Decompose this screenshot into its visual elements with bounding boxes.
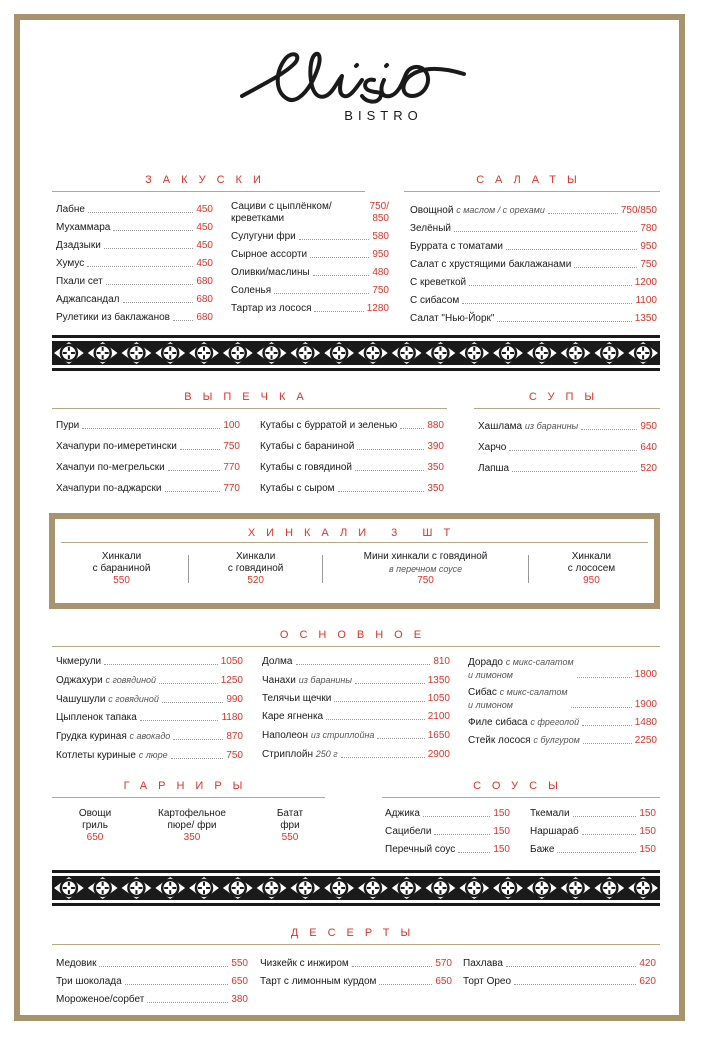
- item-name: Пури: [56, 420, 80, 431]
- item-price: 1050: [220, 656, 243, 667]
- khinkali-price: 550: [113, 575, 130, 586]
- menu-item: [530, 808, 656, 820]
- item-note: с говядиной: [105, 675, 157, 685]
- section-garniry: [52, 779, 325, 798]
- item-price: 1250: [220, 675, 243, 686]
- item-name-line2: креветками: [231, 213, 285, 224]
- osnovnoe-col1: [56, 656, 243, 768]
- menu-item: [260, 420, 444, 432]
- item-note: из стриплойна: [310, 730, 375, 740]
- item-price: 1350: [427, 675, 450, 686]
- item-name: Мухаммара: [56, 222, 111, 233]
- menu-item: [231, 303, 389, 315]
- vypechka-col2: [260, 420, 444, 504]
- menu-item: [530, 826, 656, 838]
- item-note: с микс-салатом: [499, 687, 568, 697]
- item-name: Долма: [262, 656, 293, 667]
- item-price: 680: [196, 294, 213, 305]
- item-name: Наршараб: [530, 826, 579, 837]
- menu-item: [410, 295, 657, 307]
- ornament-border-top: [52, 335, 660, 371]
- item-price: 770: [223, 462, 240, 473]
- menu-item: [56, 693, 243, 706]
- item-price: 750: [372, 285, 389, 296]
- item-note: с фреголой: [530, 717, 580, 727]
- item-price: 150: [493, 826, 510, 837]
- item-name: Дорадо: [468, 657, 503, 668]
- khinkali-price: 520: [247, 575, 264, 586]
- item-name: Наполеон из стриплойна: [262, 730, 375, 741]
- section-title: ДЕСЕРТЫ: [290, 927, 422, 939]
- section-title: СОУСЫ: [473, 780, 569, 792]
- item-price: 1200: [634, 277, 657, 288]
- item-note: из баранины: [298, 675, 352, 685]
- item-name: Кутабы с сыром: [260, 483, 335, 494]
- item-price: 2100: [427, 711, 450, 722]
- item-name: Хачапури по-имеретински: [56, 441, 177, 452]
- item-name: Кутабы с бараниной: [260, 441, 355, 452]
- menu-item: [56, 276, 213, 288]
- garnish-price: 550: [281, 832, 299, 843]
- item-price: 480: [372, 267, 389, 278]
- sousy-col1: [385, 808, 510, 862]
- menu-item: [260, 483, 444, 495]
- item-name: Мороженое/сорбет: [56, 994, 145, 1005]
- item-name: Хумус: [56, 258, 85, 269]
- item-note: с маслом / с орехами: [456, 205, 545, 215]
- item-price: 150: [639, 844, 656, 855]
- menu-item: [231, 267, 389, 279]
- item-price: 100: [223, 420, 240, 431]
- item-name: Аджапсандал: [56, 294, 120, 305]
- item-name: Стейк лосося с булгуром: [468, 735, 580, 746]
- menu-item: [56, 656, 243, 668]
- menu-item: [530, 844, 656, 856]
- item-price: 680: [196, 276, 213, 287]
- item-note: с булгуром: [533, 735, 580, 745]
- vypechka-col1: [56, 420, 240, 504]
- item-price: 750/: [369, 201, 389, 212]
- item-note: из баранины: [524, 421, 579, 431]
- item-name: Филе сибаса с фреголой: [468, 717, 580, 728]
- osnovnoe-col2: [262, 656, 450, 767]
- item-price: 780: [640, 223, 657, 234]
- khinkali-item: [55, 551, 188, 587]
- item-name: Оджахури с говядиной: [56, 675, 157, 686]
- menu-item: [468, 656, 657, 681]
- menu-item: [56, 674, 243, 687]
- item-name: Цыпленок тапака: [56, 712, 137, 723]
- item-name: Стриплойн 250 г: [262, 749, 338, 760]
- item-price: 1350: [634, 313, 657, 324]
- item-name: Каре ягненка: [262, 711, 324, 722]
- item-name: Чашушули с говядиной: [56, 694, 159, 705]
- item-name: Ткемали: [530, 808, 570, 819]
- garnish-item: [254, 808, 326, 844]
- item-price: 150: [639, 826, 656, 837]
- item-price: 350: [427, 483, 444, 494]
- item-name: Медовик: [56, 958, 97, 969]
- menu-item: [56, 994, 248, 1006]
- item-price: 520: [640, 463, 657, 474]
- menu-item: [410, 223, 657, 235]
- garnish-item: [130, 808, 254, 844]
- menu-item: [463, 976, 656, 988]
- item-price: 770: [223, 483, 240, 494]
- item-name: Телячьи щечки: [262, 693, 332, 704]
- item-price: 750: [640, 259, 657, 270]
- menu-item: [478, 420, 657, 433]
- garnish-name-line2: пюре/ фри: [167, 820, 217, 831]
- menu-item: [468, 734, 657, 747]
- menu-item: [56, 258, 213, 270]
- item-note: с говядиной: [108, 694, 159, 704]
- menu-item: [262, 711, 450, 723]
- item-name: Сибас: [468, 687, 497, 698]
- menu-item: [262, 693, 450, 705]
- item-name: Грудка куриная с авокадо: [56, 731, 171, 742]
- menu-item: [231, 231, 389, 243]
- item-name: Тарт с лимонным курдом: [260, 976, 377, 987]
- menu-item: [410, 241, 657, 253]
- menu-item: [385, 808, 510, 820]
- section-supy: [474, 390, 660, 409]
- section-vypechka: [52, 390, 447, 409]
- logo-subtitle: BISTRO: [344, 108, 423, 123]
- item-price: 450: [196, 258, 213, 269]
- item-note-line2: и лимоном: [468, 700, 513, 710]
- item-price: 380: [231, 994, 248, 1005]
- item-name: Хачапури по-аджарски: [56, 483, 162, 494]
- item-name: Оливки/маслины: [231, 267, 310, 278]
- item-name: Кутабы с бурратой и зеленью: [260, 420, 398, 431]
- item-name: Чанахи из баранины: [262, 675, 352, 686]
- khinkali-item: [189, 551, 322, 587]
- item-name: Пахлава: [463, 958, 503, 969]
- menu-item: [260, 976, 452, 988]
- item-name: Пхали сет: [56, 276, 103, 287]
- menu-item: [260, 462, 444, 474]
- item-name: Зелёный: [410, 223, 451, 234]
- khinkali-name-line2: с бараниной: [92, 563, 151, 574]
- menu-item: [56, 240, 213, 252]
- menu-item: [468, 686, 657, 711]
- item-price: 420: [639, 958, 656, 969]
- item-name: Овощной с маслом / с орехами: [410, 205, 545, 216]
- item-price: 680: [196, 312, 213, 323]
- item-name: С сибасом: [410, 295, 460, 306]
- garnish-name: Батат: [276, 808, 304, 819]
- item-price: 1900: [634, 699, 657, 710]
- menu-item: [56, 294, 213, 306]
- item-name: Лабне: [56, 204, 85, 215]
- menu-item: [56, 712, 243, 724]
- item-note: с люре: [138, 750, 168, 760]
- item-price: 620: [639, 976, 656, 987]
- item-price: 810: [433, 656, 450, 667]
- item-price-line2: 850: [372, 213, 389, 224]
- item-price: 950: [372, 249, 389, 260]
- khinkali-box: [49, 513, 660, 609]
- item-price: 570: [435, 958, 452, 969]
- item-price: 550: [231, 958, 248, 969]
- item-name: Тартар из лосося: [231, 303, 312, 314]
- menu-item: [56, 976, 248, 988]
- section-title: ВЫПЕЧКА: [184, 391, 315, 403]
- deserty-col3: [463, 958, 656, 994]
- khinkali-note: в перечном соусе: [388, 564, 463, 574]
- item-price: 950: [640, 241, 657, 252]
- item-name: Хашлама из баранины: [478, 421, 579, 432]
- item-name: Аджика: [385, 808, 420, 819]
- khinkali-name-line2: с лососем: [567, 563, 616, 574]
- item-price: 1800: [634, 669, 657, 680]
- item-price: 580: [372, 231, 389, 242]
- item-name: Кутабы с говядиной: [260, 462, 353, 473]
- item-price: 750: [226, 750, 243, 761]
- item-price: 450: [196, 222, 213, 233]
- item-name: Котлеты куриные с люре: [56, 750, 168, 761]
- khinkali-name-line2: с говядиной: [227, 563, 284, 574]
- menu-item: [410, 259, 657, 271]
- item-name: С креветкой: [410, 277, 467, 288]
- khinkali-item: [323, 551, 528, 587]
- menu-item: [56, 483, 240, 495]
- item-name: Соленья: [231, 285, 272, 296]
- item-price: 1050: [427, 693, 450, 704]
- garnish-name: Картофельное: [158, 808, 226, 819]
- item-name: Салат с хрустящими баклажанами: [410, 259, 572, 270]
- garnish-item: [60, 808, 130, 844]
- section-title: ХИНКАЛИ 3 ШТ: [247, 527, 462, 539]
- menu-item: [56, 204, 213, 216]
- item-price: 150: [493, 844, 510, 855]
- item-price: 750: [223, 441, 240, 452]
- menu-item: [463, 958, 656, 970]
- menu-item: [231, 285, 389, 297]
- item-price: 150: [493, 808, 510, 819]
- item-price: 650: [435, 976, 452, 987]
- item-price: 1650: [427, 730, 450, 741]
- section-title: ЗАКУСКИ: [145, 174, 272, 186]
- menu-item: [410, 204, 657, 217]
- item-name: Хачапуи по-мегрельски: [56, 462, 165, 473]
- menu-item: [262, 748, 450, 761]
- item-price: 650: [231, 976, 248, 987]
- item-note-line2: и лимоном: [468, 670, 513, 680]
- item-name: Салат "Нью-Йорк": [410, 313, 495, 324]
- item-name: Торт Орео: [463, 976, 512, 987]
- item-name: Лапша: [478, 463, 510, 474]
- khinkali-price: 950: [583, 575, 600, 586]
- item-name: Перечный соус: [385, 844, 456, 855]
- salaty-list: [410, 204, 657, 331]
- menu-item: [468, 716, 657, 729]
- menu-item: [56, 462, 240, 474]
- menu-item: [56, 420, 240, 432]
- item-name: Сулугуни фри: [231, 231, 296, 242]
- section-title: ОСНОВНОЕ: [279, 629, 433, 641]
- khinkali-name: Мини хинкали с говядиной: [363, 551, 488, 562]
- item-name: Буррата с томатами: [410, 241, 504, 252]
- item-price: 640: [640, 442, 657, 453]
- menu-item: [262, 729, 450, 742]
- ornament-border-bottom: [52, 870, 660, 906]
- menu-item: [260, 958, 452, 970]
- zakuski-col2: [231, 201, 389, 321]
- section-title: СУПЫ: [528, 391, 606, 403]
- item-price: 870: [226, 731, 243, 742]
- item-price: 880: [427, 420, 444, 431]
- item-price: 450: [196, 240, 213, 251]
- osnovnoe-col3: [468, 656, 657, 752]
- menu-item: [231, 249, 389, 261]
- deserty-col1: [56, 958, 248, 1012]
- item-name: Три шоколада: [56, 976, 122, 987]
- section-osnovnoe: [52, 628, 660, 647]
- item-price: 350: [427, 462, 444, 473]
- item-name: Дзадзыки: [56, 240, 101, 251]
- logo: [0, 44, 707, 123]
- item-note: 250 г: [315, 749, 338, 759]
- item-name: Чкмерули: [56, 656, 102, 667]
- khinkali-item: [529, 551, 654, 587]
- item-name: Рулетики из баклажанов: [56, 312, 170, 323]
- item-price: 750/850: [620, 205, 657, 216]
- item-name: Чизкейк с инжиром: [260, 958, 349, 969]
- item-name: Сациви с цыплёнком/: [231, 201, 332, 212]
- garnish-price: 350: [183, 832, 201, 843]
- khinkali-name: Хинкали: [101, 551, 142, 562]
- menu-item: [385, 844, 510, 856]
- menu-item: [262, 674, 450, 687]
- menu-item: [385, 826, 510, 838]
- item-price: 1180: [221, 712, 243, 723]
- item-price: 2900: [427, 749, 450, 760]
- sousy-col2: [530, 808, 656, 862]
- item-note: с микс-салатом: [505, 657, 574, 667]
- menu-item: [56, 730, 243, 743]
- zakuski-col1: [56, 204, 213, 330]
- menu-item: [56, 749, 243, 762]
- khinkali-items: [55, 551, 654, 587]
- section-salaty: [404, 173, 660, 192]
- khinkali-price: 750: [417, 575, 434, 586]
- item-price: 390: [427, 441, 444, 452]
- item-name: Сырное ассорти: [231, 249, 308, 260]
- menu-item: [410, 277, 657, 289]
- item-name: Сацибели: [385, 826, 432, 837]
- menu-item: [56, 222, 213, 234]
- garnish-name-line2: фри: [280, 820, 300, 831]
- item-price: 450: [196, 204, 213, 215]
- garniry-items: [60, 808, 326, 844]
- menu-item: [231, 201, 389, 225]
- menu-item: [56, 312, 213, 324]
- khinkali-name: Хинкали: [235, 551, 276, 562]
- menu-item: [260, 441, 444, 453]
- menu-item: [56, 958, 248, 970]
- menu-item: [56, 441, 240, 453]
- item-price: 1280: [366, 303, 389, 314]
- menu-item: [478, 463, 657, 475]
- garnish-name: Овощи: [78, 808, 112, 819]
- menu-item: [478, 442, 657, 454]
- item-price: 950: [640, 421, 657, 432]
- item-price: 2250: [634, 735, 657, 746]
- deserty-col2: [260, 958, 452, 994]
- section-title: САЛАТЫ: [476, 174, 588, 186]
- supy-list: [478, 420, 657, 484]
- garnish-name-line2: гриль: [82, 820, 108, 831]
- item-note: с авокадо: [129, 731, 171, 741]
- item-price: 990: [226, 694, 243, 705]
- menu-item: [262, 656, 450, 668]
- item-price: 1480: [634, 717, 657, 728]
- item-name: Баже: [530, 844, 555, 855]
- garnish-price: 650: [86, 832, 104, 843]
- section-title: ГАРНИРЫ: [123, 780, 254, 792]
- section-deserty: [52, 926, 660, 945]
- item-price: 1100: [635, 295, 657, 306]
- eliso-script-logo: [234, 44, 474, 114]
- section-zakuski: [52, 173, 365, 192]
- section-sousy: [382, 779, 660, 798]
- item-name: Харчо: [478, 442, 507, 453]
- menu-item: [410, 313, 657, 325]
- item-price: 150: [639, 808, 656, 819]
- khinkali-name: Хинкали: [571, 551, 612, 562]
